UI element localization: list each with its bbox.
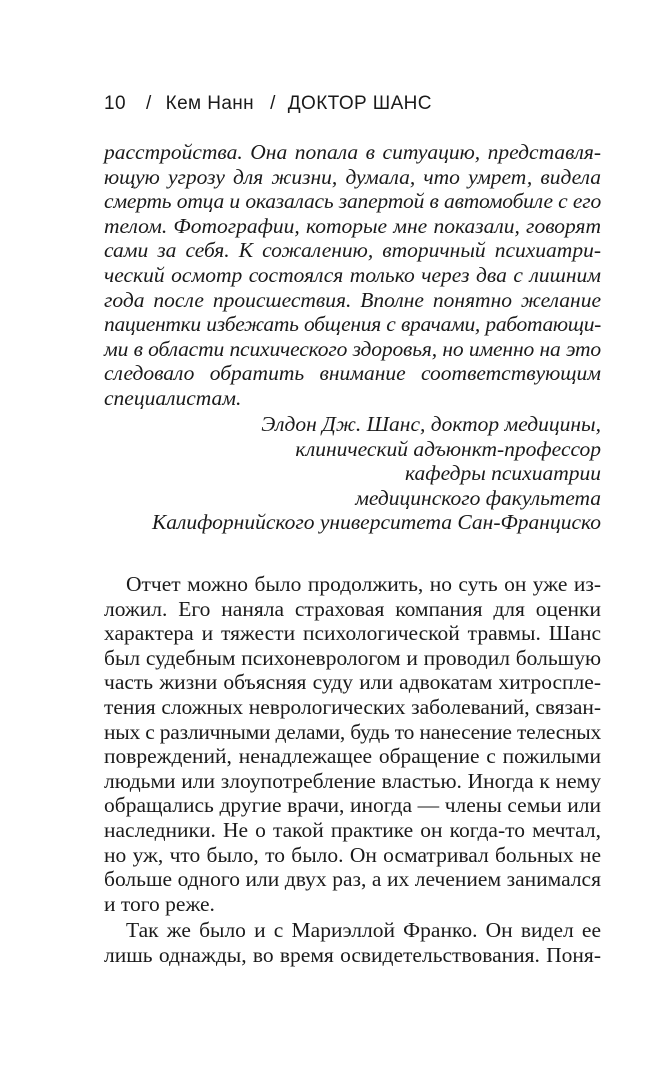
quote-line: пациентки избежать общения с врачами, работающи- xyxy=(104,312,601,337)
quote-line: расстройства. Она попала в ситуацию, представля- xyxy=(104,140,601,164)
paragraph-line: тения сложных неврологических заболеваний, связан- xyxy=(104,694,601,719)
body-paragraph-1 xyxy=(104,572,601,916)
signature-line: кафедры психиатрии xyxy=(405,461,601,486)
report-signature xyxy=(121,412,601,535)
quote-line: сами за себя. К сожалению, вторичный психиатри- xyxy=(104,238,601,263)
paragraph-line: обращались другие врачи, иногда — члены семьи или xyxy=(104,793,601,818)
paragraph-line: ных с различными делами, будь то нанесение телесных xyxy=(104,719,601,744)
running-header xyxy=(104,92,604,116)
quote-line: ющую угрозу для жизни, думала, что умрет, видела xyxy=(104,164,601,189)
paragraph-line: часть жизни объясняя суду или адвокатам хитросплe- xyxy=(104,670,601,695)
quote-line: специалистам. xyxy=(104,385,242,410)
signature-line: Элдон Дж. Шанс, доктор медицины, xyxy=(261,412,601,436)
signature-line: Калифорнийского университета Сан-Франциско xyxy=(152,510,601,535)
paragraph-line: Так же было и с Мариэллой Франко. Он видел ее xyxy=(126,918,601,942)
quote-line: ческий осмотр состоялся только через два с лишним xyxy=(104,262,601,287)
quote-line: года после происшествия. Вполне понятно желание xyxy=(104,287,601,312)
quote-line: ми в области психического здоровья, но именно на это xyxy=(104,336,601,361)
paragraph-line: повреждений, ненадлежащее обращение с пожилыми xyxy=(104,744,601,769)
quoted-report xyxy=(104,140,601,411)
paragraph-line: и того реже. xyxy=(104,891,215,916)
signature-line: медицинского факультета xyxy=(355,485,601,510)
header-separator-2: / xyxy=(270,93,276,114)
quote-line: следовало обратить внимание соответствующим xyxy=(104,361,601,386)
paragraph-line: больше одного или двух раз, а их лечением занимался xyxy=(104,867,601,892)
paragraph-line: лишь однажды, во время освидетельствования. Поня- xyxy=(104,942,601,967)
paragraph-line: был судебным психоневрологом и проводил большую xyxy=(104,645,601,670)
header-book-title: ДОКТОР ШАНС xyxy=(287,93,432,114)
header-author: Кем Нанн xyxy=(165,93,255,114)
paragraph-line: но уж, что было, то было. Он осматривал больных не xyxy=(104,842,601,867)
paragraph-line: людьми или злоупотребление властью. Иногда к нему xyxy=(104,768,601,793)
quote-line: смерть отца и оказалась запертой в автомобиле с его xyxy=(104,189,601,214)
header-separator: / xyxy=(145,93,152,114)
body-paragraph-2 xyxy=(104,918,601,967)
paragraph-line: наследники. Не о такой практике он когда-то мечтал, xyxy=(104,817,601,842)
paragraph-line: ложил. Его наняла страховая компания для оценки xyxy=(104,596,601,621)
signature-line: клинический адъюнкт-профессор xyxy=(295,436,601,461)
paragraph-line: Отчет можно было продолжить, но суть он уже из- xyxy=(126,572,601,596)
page-number: 10 xyxy=(104,93,126,114)
paragraph-line: характера и тяжести психологической травмы. Шанс xyxy=(104,621,601,646)
quote-line: телом. Фотографии, которые мне показали, говорят xyxy=(104,213,601,238)
